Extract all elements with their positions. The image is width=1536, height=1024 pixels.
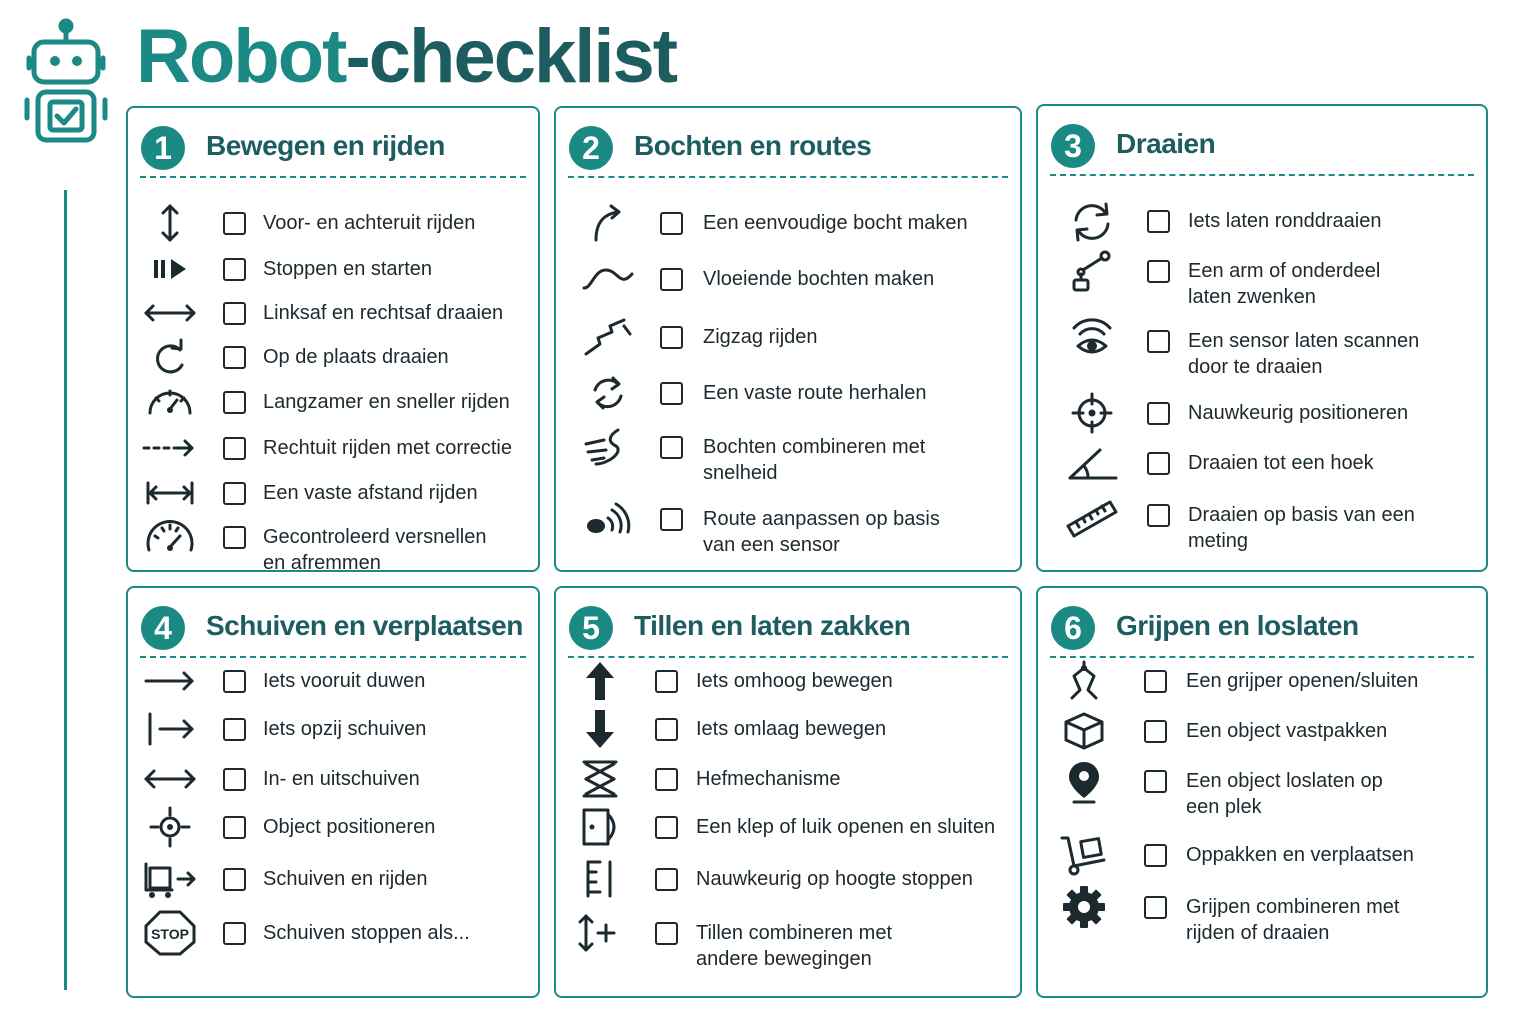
arrow-down-icon [570,706,630,752]
checklist-item-label: Bochten combineren met snelheid [703,436,926,484]
section-header [1050,604,1474,658]
checkbox[interactable] [223,437,246,460]
section-title: Grijpen en loslaten [1116,610,1359,641]
checklist-item-label: Iets opzij schuiven [263,718,427,740]
section-title: Tillen en laten zakken [634,610,911,641]
checkbox[interactable] [660,382,683,405]
section-number-badge: 2 [569,126,613,170]
checklist-item-label: Oppakken en verplaatsen [1186,844,1414,866]
checkbox[interactable] [223,922,246,945]
section-number-badge: 5 [569,606,613,650]
checklist-item-label: Voor- en achteruit rijden [263,212,476,234]
checklist-item-label: Nauwkeurig op hoogte stoppen [696,868,973,890]
section-title: Bochten en routes [634,130,872,161]
checkbox[interactable] [1147,452,1170,475]
section-number-badge: 6 [1051,606,1095,650]
checklist-item-label: Route aanpassen op basis van een sensor [703,508,940,556]
checkbox[interactable] [1147,260,1170,283]
checkbox[interactable] [1147,402,1170,425]
checkbox[interactable] [660,436,683,459]
measure-distance-icon [140,470,200,516]
checklist-item-label: Langzamer en sneller rijden [263,391,510,413]
section-card-1 [126,106,540,572]
scissor-lift-icon [570,756,630,802]
checklist-item-label: Een object loslaten op een plek [1186,770,1383,818]
zigzag-icon [578,314,638,360]
pause-play-icon [140,246,200,292]
checkbox[interactable] [223,391,246,414]
checkbox[interactable] [223,482,246,505]
checkbox[interactable] [1144,844,1167,867]
checkbox[interactable] [660,508,683,531]
section-card-5 [554,586,1022,998]
checkbox[interactable] [223,670,246,693]
checkbox[interactable] [223,816,246,839]
checklist-item-label: In- en uitschuiven [263,768,420,790]
checklist-item-label: Hefmechanisme [696,768,841,790]
checklist-item-label: Tillen combineren met andere bewegingen [696,922,893,970]
checklist-item-label: Linksaf en rechtsaf draaien [263,302,504,324]
checklist-item-label: Iets omhoog bewegen [696,670,893,692]
hand-truck-icon [1054,832,1114,878]
gripper-icon [1054,658,1114,704]
wave-icon [578,256,638,302]
checklist-item-label: Een grijper openen/sluiten [1186,670,1419,692]
checklist-item-label: Een eenvoudige bocht maken [703,212,968,234]
section-card-3 [1036,104,1488,572]
dashed-arrow-icon [140,425,200,471]
refresh-icon [1062,198,1122,244]
ruler-icon [1062,492,1122,538]
checkbox[interactable] [1147,330,1170,353]
checklist-item-label: Rechtuit rijden met correctie [263,437,512,459]
left-right-arrow-icon [140,290,200,336]
checklist-item-label: Vloeiende bochten maken [703,268,935,290]
checkbox[interactable] [1147,504,1170,527]
checklist-item-label: Iets laten ronddraaien [1188,210,1382,232]
right-arrow-icon [140,658,200,704]
checklist-item-label: Draaien tot een hoek [1188,452,1374,474]
checkbox[interactable] [1144,896,1167,919]
cart-arrow-icon [140,856,200,902]
checkbox[interactable] [223,718,246,741]
section-header [568,604,1008,658]
section-card-2 [554,106,1022,572]
section-header [140,124,526,178]
section-header [1050,122,1474,176]
up-down-arrow-icon [140,200,200,246]
decorative-side-line [64,190,67,990]
section-card-6 [1036,586,1488,998]
checklist-item-label: Een vaste afstand rijden [263,482,478,504]
arrow-up-icon [570,658,630,704]
checklist-item-label: Grijpen combineren met rijden of draaien [1186,896,1400,944]
speedometer-icon [140,379,200,425]
checklist-item-label: Een arm of onderdeel laten zwenken [1188,260,1381,308]
checkbox[interactable] [655,718,678,741]
checkbox[interactable] [223,258,246,281]
gear-icon [1054,884,1114,930]
checklist-item-label: Een klep of luik openen en sluiten [696,816,996,838]
sensor-waves-icon [578,496,638,542]
checkbox[interactable] [1144,770,1167,793]
checklist-item-label: Een object vastpakken [1186,720,1388,742]
checkbox[interactable] [1144,670,1167,693]
section-title: Schuiven en verplaatsen [206,610,523,641]
crosshair-icon [1062,390,1122,436]
section-number-badge: 4 [141,606,185,650]
height-scale-icon [570,856,630,902]
checkbox[interactable] [655,670,678,693]
checklist-item-label: Zigzag rijden [703,326,818,348]
checkbox[interactable] [1144,720,1167,743]
checkbox[interactable] [660,326,683,349]
checkbox[interactable] [655,816,678,839]
target-move-icon [140,804,200,850]
checklist-item-label: Op de plaats draaien [263,346,449,368]
svg-text:STOP: STOP [151,926,189,942]
box-icon [1054,708,1114,754]
section-card-4 [126,586,540,998]
location-pin-icon [1054,758,1114,804]
checkbox[interactable] [223,768,246,791]
lift-plus-icon [570,910,630,956]
repeat-icon [578,370,638,416]
section-title: Bewegen en rijden [206,130,445,161]
checklist-item-label: Schuiven en rijden [263,868,428,890]
bar-arrow-icon [140,706,200,752]
checklist-item-label: Iets omlaag bewegen [696,718,887,740]
checklist-item-label: Schuiven stoppen als... [263,922,470,944]
checkbox[interactable] [660,212,683,235]
curved-arrow-icon [578,200,638,246]
checkbox[interactable] [223,868,246,891]
checkbox[interactable] [223,302,246,325]
checkbox[interactable] [1147,210,1170,233]
checkbox[interactable] [223,346,246,369]
angle-icon [1062,440,1122,486]
checklist-item-label: Een vaste route herhalen [703,382,927,404]
checkbox[interactable] [223,526,246,549]
hatch-icon [570,804,630,850]
double-arrow-icon [140,756,200,802]
rotate-icon [140,334,200,380]
checklist-item-label: Stoppen en starten [263,258,433,280]
checkbox[interactable] [660,268,683,291]
checklist-item-label: Draaien op basis van een meting [1188,504,1415,552]
checklist-item-label: Gecontroleerd versnellen en afremmen [263,526,487,574]
gauge-icon [140,514,200,560]
stop-sign-icon [140,910,200,956]
speed-curve-icon [578,424,638,470]
section-title: Draaien [1116,128,1216,159]
section-number-badge: 1 [141,126,185,170]
section-number-badge: 3 [1051,124,1095,168]
section-header [568,124,1008,178]
robot-logo-icon [20,18,112,146]
checkbox[interactable] [655,768,678,791]
checkbox[interactable] [223,212,246,235]
checklist-item-label: Nauwkeurig positioneren [1188,402,1409,424]
sensor-eye-icon [1062,318,1122,364]
checkbox[interactable] [655,922,678,945]
checkbox[interactable] [655,868,678,891]
checklist-item-label: Een sensor laten scannen door te draaien [1188,330,1420,378]
checklist-item-label: Iets vooruit duwen [263,670,426,692]
checklist-item-label: Object positioneren [263,816,436,838]
robot-arm-icon [1062,248,1122,294]
section-header [140,604,526,658]
page-title: Robot-checklist [136,14,677,99]
